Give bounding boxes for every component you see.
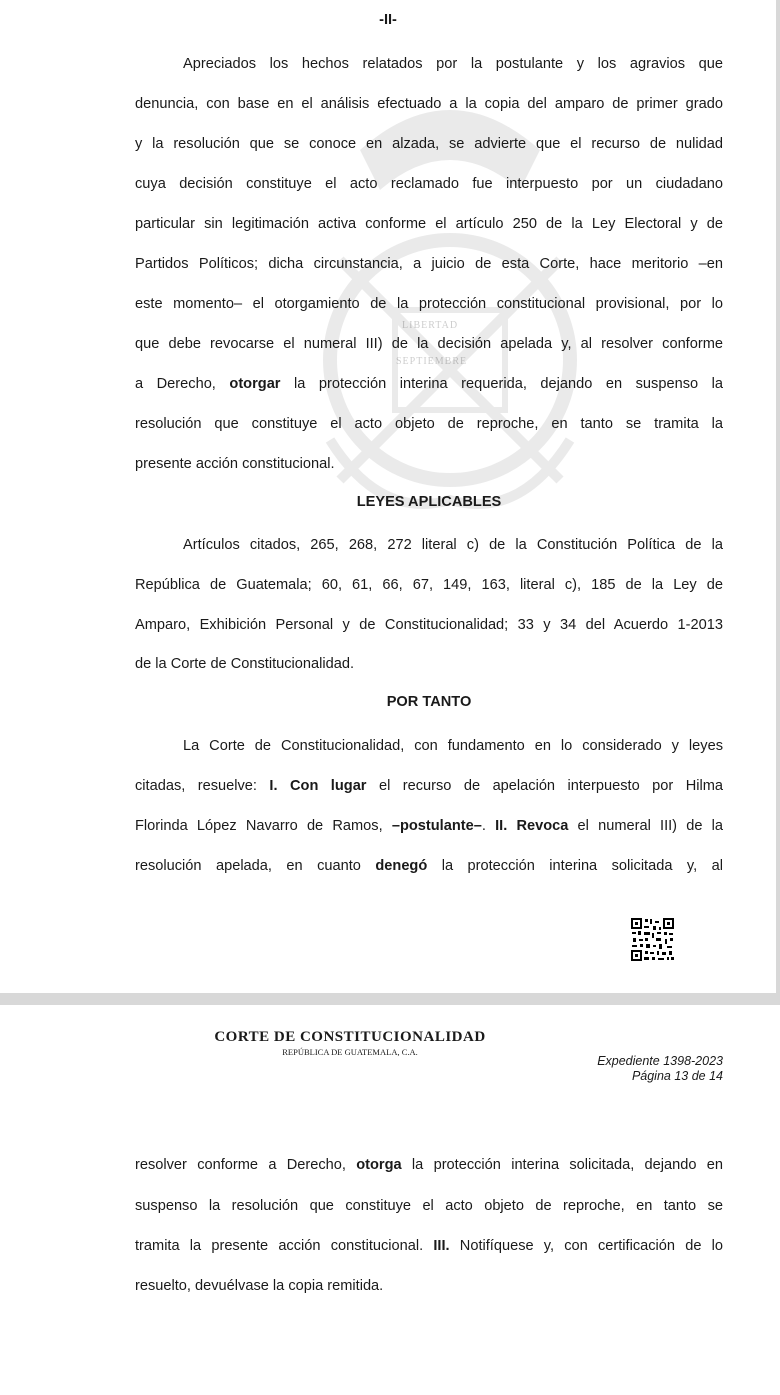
case-reference	[597, 1054, 723, 1084]
paragraph-line: Apreciados los hechos relatados por la postulante y los agravios que	[183, 56, 723, 72]
paragraph-line: resolución que constituye el acto objeto de reproche, en tanto se tramita la	[135, 416, 723, 432]
paragraph-line: cuya decisión constituye el acto reclamado fue interpuesto por un ciudadano	[135, 176, 723, 192]
watermark-date: SEPTIEMBRE	[396, 356, 468, 367]
expediente-number: Expediente 1398-2023	[597, 1054, 723, 1068]
paragraph-line: resuelto, devuélvase la copia remitida.	[135, 1278, 384, 1294]
paragraph-line: tramita la presente acción constitucional. III. Notifíquese y, con certificación de lo	[135, 1238, 723, 1254]
paragraph-line: a Derecho, otorgar la protección interina requerida, dejando en suspenso la	[135, 376, 723, 392]
court-country: REPÚBLICA DE GUATEMALA, C.A.	[282, 1047, 418, 1057]
paragraph-line: y la resolución que se conoce en alzada, se advierte que el recurso de nulidad	[135, 136, 723, 152]
watermark-libertad: LIBERTAD	[402, 320, 459, 331]
paragraph-line: suspenso la resolución que constituye el acto objeto de reproche, en tanto se	[135, 1198, 723, 1214]
paragraph-line: resolver conforme a Derecho, otorga la protección interina solicitada, dejando en	[135, 1157, 723, 1173]
paragraph-line: denuncia, con base en el análisis efectuado a la copia del amparo de primer grado	[135, 96, 723, 112]
paragraph-line: La Corte de Constitucionalidad, con fundamento en lo considerado y leyes	[183, 738, 723, 754]
paragraph-line: citadas, resuelve: I. Con lugar el recurso de apelación interpuesto por Hilma	[135, 778, 724, 794]
court-letterhead	[150, 1029, 550, 1057]
paragraph-line: Partidos Políticos; dicha circunstancia, a juicio de esta Corte, hace meritorio –en	[135, 256, 723, 272]
document-page-2	[0, 1005, 780, 1395]
paragraph-line: Artículos citados, 265, 268, 272 literal c) de la Constitución Política de la	[183, 537, 723, 553]
paragraph-line: de la Corte de Constitucionalidad.	[135, 656, 355, 672]
page-counter: Página 13 de 14	[631, 1069, 723, 1083]
section-heading-leyes: LEYES APLICABLES	[356, 494, 502, 510]
paragraph-line: República de Guatemala; 60, 61, 66, 67, 149, 163, literal c), 185 de la Ley de	[135, 577, 723, 593]
paragraph-line: resolución apelada, en cuanto denegó la protección interina solicitada y, al	[135, 858, 723, 874]
paragraph-line: que debe revocarse el numeral III) de la decisión apelada y, al resolver conforme	[135, 336, 723, 352]
court-name: CORTE DE CONSTITUCIONALIDAD	[214, 1029, 486, 1045]
paragraph-line: particular sin legitimación activa conforme el artículo 250 de la Ley Electoral y de	[135, 216, 723, 232]
page-marker: -II-	[379, 12, 397, 28]
paragraph-line: presente acción constitucional.	[135, 456, 335, 472]
qr-code-icon	[630, 917, 675, 962]
paragraph-line: Amparo, Exhibición Personal y de Constitucionalidad; 33 y 34 del Acuerdo 1-2013	[135, 617, 723, 633]
paragraph-line: este momento– el otorgamiento de la protección constitucional provisional, por lo	[135, 296, 723, 312]
section-heading-por-tanto: POR TANTO	[386, 694, 472, 710]
paragraph-line: Florinda López Navarro de Ramos, –postulante–. II. Revoca el numeral III) de la	[135, 818, 723, 834]
